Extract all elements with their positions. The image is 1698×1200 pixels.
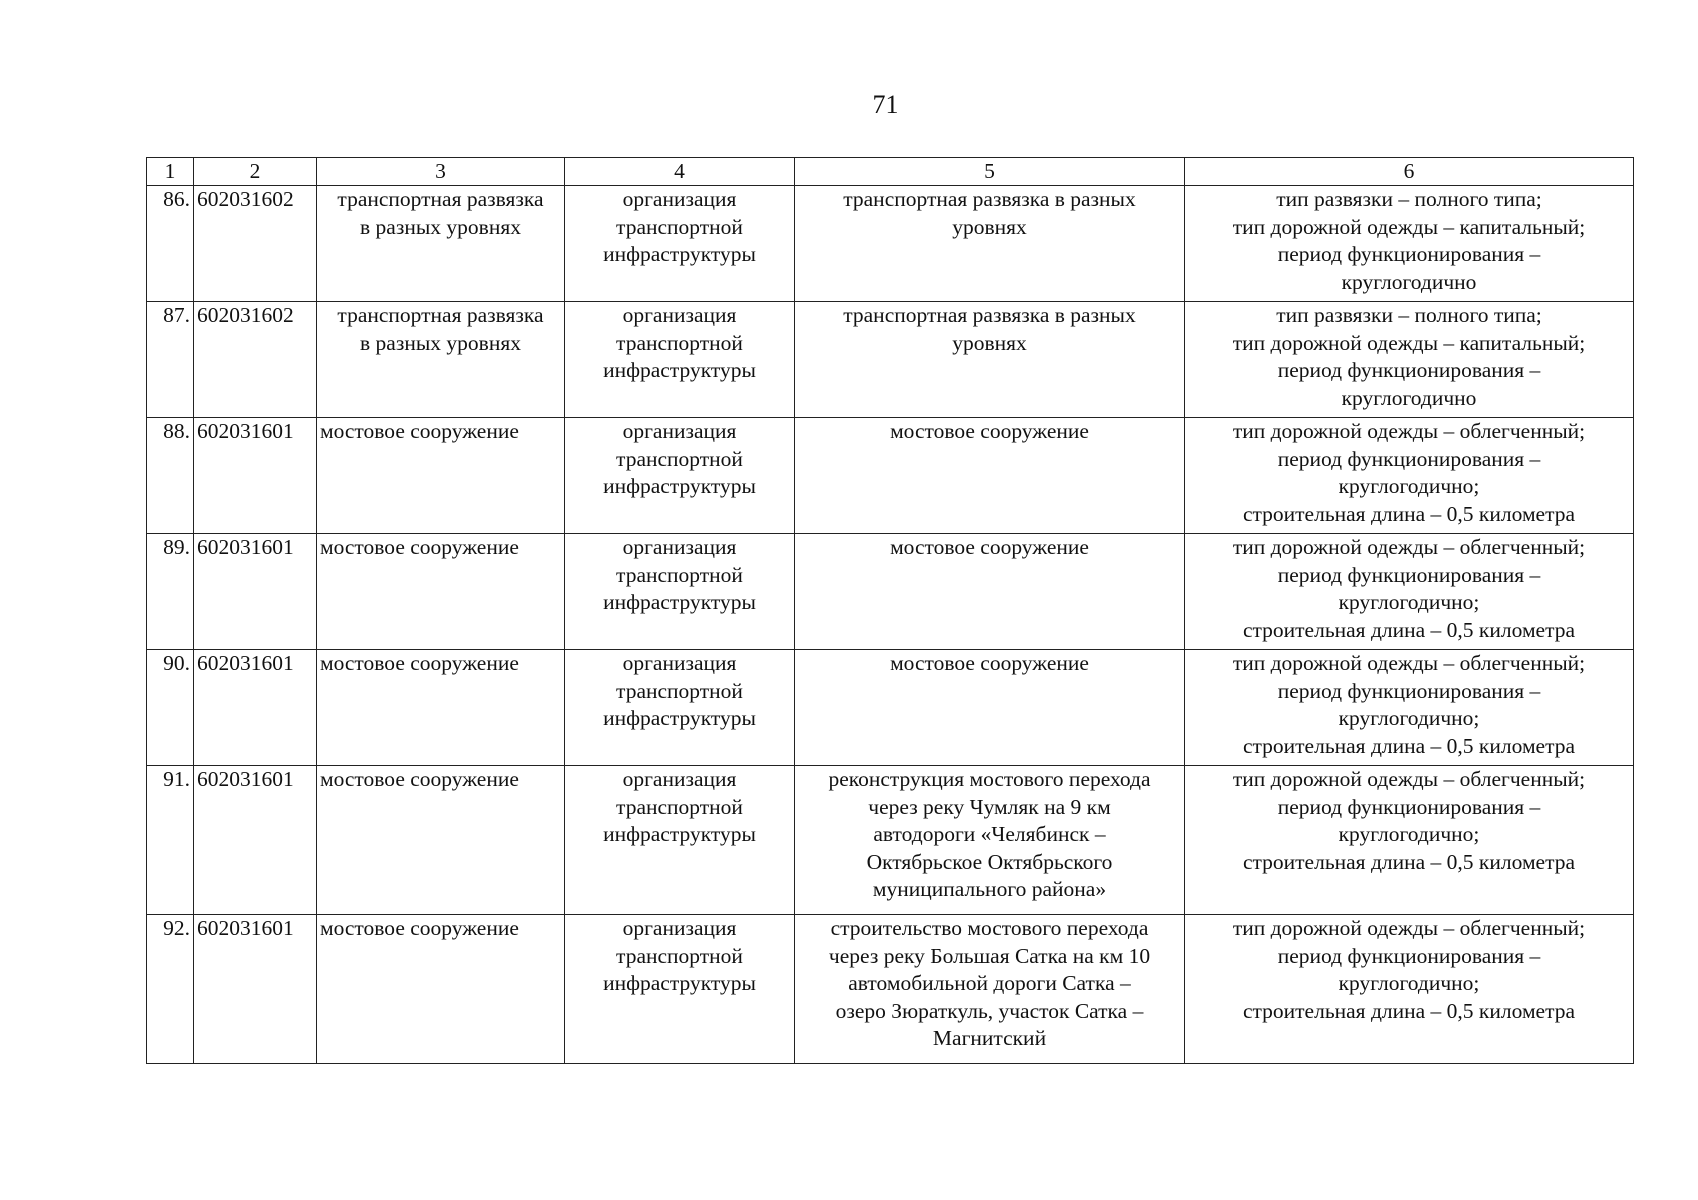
description-cell-line: через реку Большая Сатка на км 10 <box>828 943 1151 968</box>
characteristics-cell-line: круглогодично; <box>1338 706 1480 730</box>
characteristics-cell <box>1185 915 1634 1064</box>
object-name-cell-line: транспортная развязка <box>337 187 544 211</box>
characteristics-cell <box>1185 418 1634 534</box>
description-cell-line: автодороги «Челябинск – <box>873 822 1106 846</box>
description-cell-line: через реку Чумляк на 9 км <box>868 794 1111 819</box>
characteristics-cell <box>1185 766 1634 915</box>
description-cell-line: реконструкция мостового перехода <box>828 767 1151 791</box>
characteristics-cell-line: круглогодично; <box>1338 474 1480 498</box>
characteristics-cell-line: круглогодично; <box>1338 822 1480 846</box>
row-number-cell: 90. <box>147 650 194 766</box>
characteristics-cell-line: круглогодично; <box>1338 590 1480 614</box>
characteristics-cell-line: строительная длина – 0,5 километра <box>1242 733 1576 758</box>
characteristics-cell-line: тип дорожной одежды – капитальный; <box>1232 214 1586 239</box>
characteristics-cell-line: круглогодично; <box>1338 971 1480 995</box>
description-cell-line: транспортная развязка в разных <box>843 303 1136 327</box>
purpose-cell-line: транспортной <box>616 446 743 471</box>
purpose-cell-line: транспортной <box>616 678 743 703</box>
table-row <box>147 186 1634 302</box>
description-cell <box>795 915 1185 1064</box>
description-cell-line: автомобильной дороги Сатка – <box>848 971 1131 995</box>
characteristics-cell <box>1185 302 1634 418</box>
object-name-cell <box>317 650 565 766</box>
characteristics-cell-line: тип развязки – полного типа; <box>1276 187 1542 211</box>
characteristics-cell <box>1185 186 1634 302</box>
column-header: 6 <box>1185 158 1634 186</box>
header-row <box>147 158 1634 186</box>
characteristics-cell-line: тип развязки – полного типа; <box>1276 303 1542 327</box>
purpose-cell-line: инфраструктуры <box>603 706 756 730</box>
purpose-cell-line: организация <box>622 767 737 791</box>
description-cell-line: мостовое сооружение <box>890 535 1089 559</box>
row-number-cell: 89. <box>147 534 194 650</box>
object-name-cell-line: мостовое сооружение <box>320 419 519 443</box>
code-cell: 602031601 <box>194 650 317 766</box>
object-name-cell-line: в разных уровнях <box>360 214 521 239</box>
column-header: 4 <box>565 158 795 186</box>
purpose-cell-line: транспортной <box>616 943 743 968</box>
characteristics-cell <box>1185 534 1634 650</box>
description-cell <box>795 766 1185 915</box>
code-cell: 602031601 <box>194 418 317 534</box>
object-name-cell <box>317 186 565 302</box>
purpose-cell-line: организация <box>622 187 737 211</box>
object-name-cell-line: мостовое сооружение <box>320 535 519 559</box>
object-name-cell-line: мостовое сооружение <box>320 651 519 675</box>
characteristics-cell-line: круглогодично <box>1341 385 1477 410</box>
purpose-cell <box>565 186 795 302</box>
row-number-cell: 86. <box>147 186 194 302</box>
table-row <box>147 302 1634 418</box>
table-body <box>147 186 1634 1064</box>
characteristics-cell-line: период функционирования – <box>1277 562 1541 587</box>
characteristics-cell-line: период функционирования – <box>1277 794 1541 819</box>
purpose-cell-line: организация <box>622 916 737 940</box>
purpose-cell-line: транспортной <box>616 562 743 587</box>
purpose-cell-line: инфраструктуры <box>603 242 756 266</box>
description-cell-line: Октябрьское Октябрьского <box>866 849 1113 874</box>
column-header: 3 <box>317 158 565 186</box>
object-name-cell <box>317 534 565 650</box>
table-row <box>147 915 1634 1064</box>
table-row <box>147 534 1634 650</box>
description-cell-line: мостовое сооружение <box>890 651 1089 675</box>
code-cell: 602031601 <box>194 915 317 1064</box>
purpose-cell <box>565 418 795 534</box>
purpose-cell <box>565 766 795 915</box>
purpose-cell-line: транспортной <box>616 214 743 239</box>
purpose-cell-line: инфраструктуры <box>603 822 756 846</box>
code-cell: 602031601 <box>194 766 317 915</box>
column-header: 5 <box>795 158 1185 186</box>
characteristics-cell-line: тип дорожной одежды – капитальный; <box>1232 330 1586 355</box>
table-row <box>147 650 1634 766</box>
purpose-cell <box>565 534 795 650</box>
document-table <box>146 157 1634 1064</box>
description-cell-line: мостовое сооружение <box>890 419 1089 443</box>
characteristics-cell-line: период функционирования – <box>1277 446 1541 471</box>
description-cell-line: строительство мостового перехода <box>830 916 1149 940</box>
row-number-cell: 92. <box>147 915 194 1064</box>
purpose-cell-line: транспортной <box>616 330 743 355</box>
characteristics-cell-line: период функционирования – <box>1277 678 1541 703</box>
characteristics-cell-line: период функционирования – <box>1277 943 1541 968</box>
description-cell <box>795 534 1185 650</box>
object-name-cell-line: транспортная развязка <box>337 303 544 327</box>
characteristics-cell-line: тип дорожной одежды – облегченный; <box>1232 419 1586 443</box>
row-number-cell: 91. <box>147 766 194 915</box>
purpose-cell-line: организация <box>622 303 737 327</box>
characteristics-cell-line: строительная длина – 0,5 километра <box>1242 617 1576 642</box>
row-number-cell: 87. <box>147 302 194 418</box>
characteristics-cell-line: тип дорожной одежды – облегченный; <box>1232 767 1586 791</box>
characteristics-cell-line: круглогодично <box>1341 269 1477 294</box>
characteristics-cell-line: строительная длина – 0,5 километра <box>1242 998 1576 1023</box>
description-cell-line: уровнях <box>952 214 1027 239</box>
table-row <box>147 418 1634 534</box>
description-cell <box>795 418 1185 534</box>
purpose-cell-line: организация <box>622 419 737 443</box>
description-cell <box>795 650 1185 766</box>
characteristics-cell-line: период функционирования – <box>1277 358 1541 382</box>
characteristics-cell-line: тип дорожной одежды – облегченный; <box>1232 651 1586 675</box>
object-name-cell <box>317 915 565 1064</box>
description-cell-line: транспортная развязка в разных <box>843 187 1136 211</box>
code-cell: 602031601 <box>194 534 317 650</box>
description-cell-line: озеро Зюраткуль, участок Сатка – <box>835 998 1144 1023</box>
description-cell <box>795 186 1185 302</box>
purpose-cell-line: организация <box>622 535 737 559</box>
characteristics-cell-line: период функционирования – <box>1277 242 1541 266</box>
purpose-cell <box>565 915 795 1064</box>
purpose-cell-line: инфраструктуры <box>603 474 756 498</box>
characteristics-cell-line: строительная длина – 0,5 километра <box>1242 501 1576 526</box>
purpose-cell-line: инфраструктуры <box>603 971 756 995</box>
description-cell <box>795 302 1185 418</box>
purpose-cell-line: транспортной <box>616 794 743 819</box>
description-cell-line: Магнитский <box>932 1026 1047 1050</box>
object-name-cell-line: мостовое сооружение <box>320 767 519 791</box>
column-header: 2 <box>194 158 317 186</box>
purpose-cell <box>565 650 795 766</box>
column-header: 1 <box>147 158 194 186</box>
characteristics-cell-line: тип дорожной одежды – облегченный; <box>1232 535 1586 559</box>
description-cell-line: уровнях <box>952 330 1027 355</box>
characteristics-cell-line: строительная длина – 0,5 километра <box>1242 849 1576 874</box>
purpose-cell-line: организация <box>622 651 737 675</box>
row-number-cell: 88. <box>147 418 194 534</box>
object-name-cell <box>317 302 565 418</box>
object-name-cell-line: мостовое сооружение <box>320 916 519 940</box>
purpose-cell-line: инфраструктуры <box>603 590 756 614</box>
purpose-cell-line: инфраструктуры <box>603 358 756 382</box>
characteristics-cell-line: тип дорожной одежды – облегченный; <box>1232 916 1586 940</box>
table-row <box>147 766 1634 915</box>
object-name-cell <box>317 766 565 915</box>
code-cell: 602031602 <box>194 186 317 302</box>
object-name-cell-line: в разных уровнях <box>360 330 521 355</box>
description-cell-line: муниципального района» <box>872 877 1107 901</box>
page-number: 71 <box>872 90 899 119</box>
code-cell: 602031602 <box>194 302 317 418</box>
object-name-cell <box>317 418 565 534</box>
characteristics-cell <box>1185 650 1634 766</box>
purpose-cell <box>565 302 795 418</box>
